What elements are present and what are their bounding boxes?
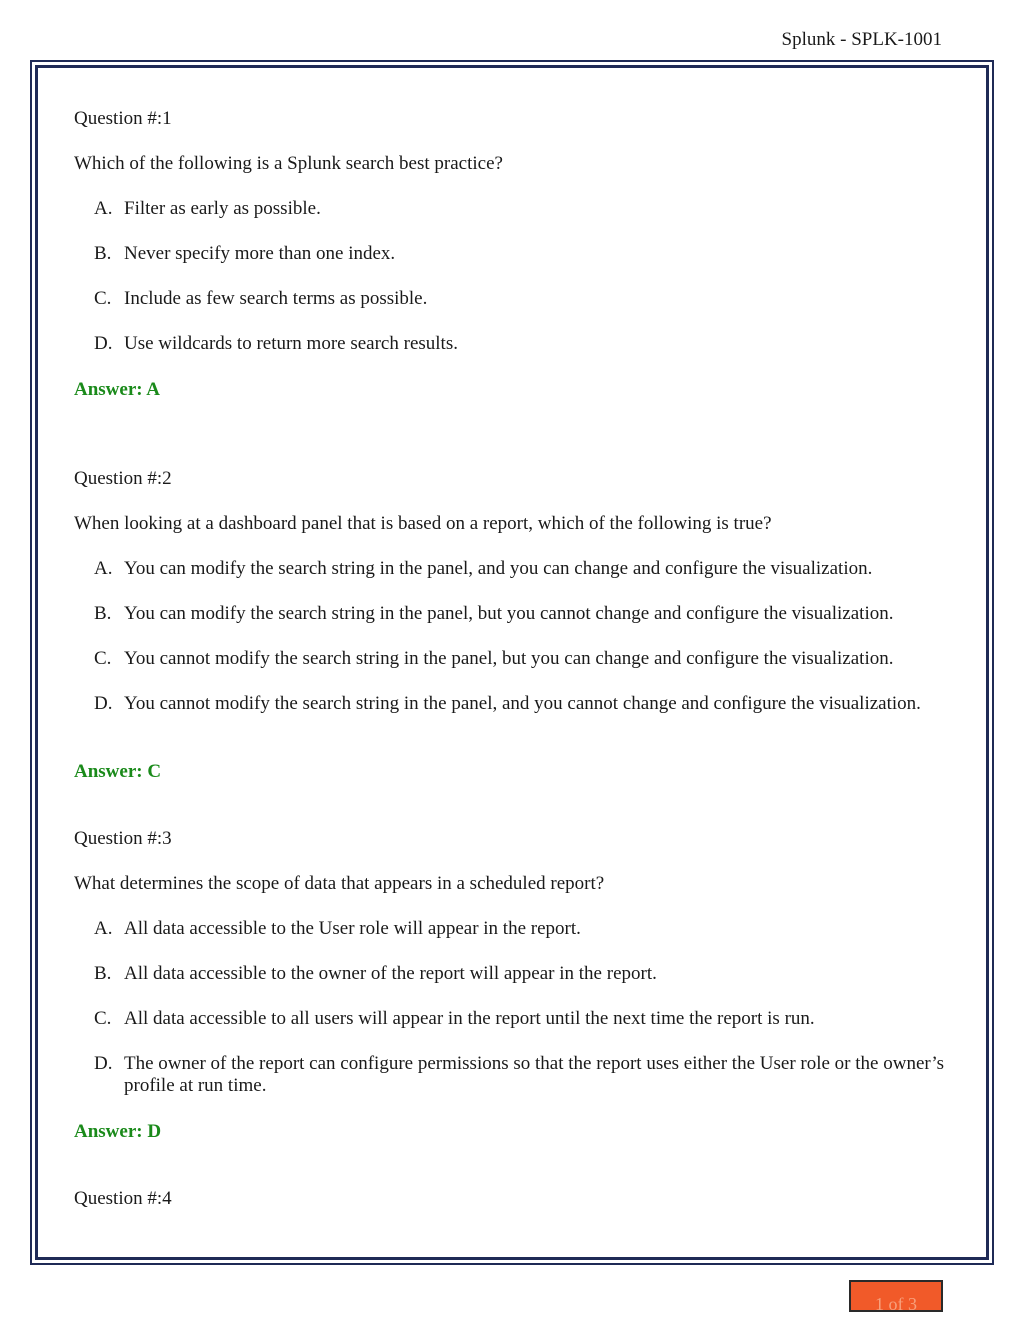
option-text: You cannot modify the search string in the panel, but you can change and configure the visualization.	[124, 648, 894, 669]
answer-option	[94, 693, 954, 715]
page-number-badge	[849, 1280, 943, 1312]
answer-option	[94, 1053, 954, 1097]
option-letter: A.	[94, 558, 113, 579]
option-letter: C.	[94, 288, 112, 309]
question-number: Question #:4	[74, 1188, 172, 1209]
option-letter: B.	[94, 243, 112, 264]
option-text: Include as few search terms as possible.	[124, 288, 428, 309]
page-frame-inner	[35, 65, 989, 1260]
option-letter: B.	[94, 603, 112, 624]
page-header-title: Splunk - SPLK-1001	[781, 29, 942, 50]
question-number: Question #:2	[74, 468, 172, 489]
question-number: Question #:3	[74, 828, 172, 849]
option-letter: D.	[94, 1053, 113, 1074]
option-letter: D.	[94, 333, 113, 354]
option-text: You cannot modify the search string in the panel, and you cannot change and configure the visualization.	[124, 693, 921, 714]
option-text: Filter as early as possible.	[124, 198, 321, 219]
option-text: All data accessible to the User role will appear in the report.	[124, 918, 581, 939]
option-letter: A.	[94, 198, 113, 219]
question-number: Question #:1	[74, 108, 172, 129]
answer-option	[94, 603, 954, 625]
answer-option	[94, 648, 954, 670]
answer-option	[94, 333, 954, 355]
option-letter: C.	[94, 1008, 112, 1029]
option-text: The owner of the report can configure permissions so that the report uses either the User role or the owner’s profile at run time.	[124, 1053, 945, 1096]
answer-key: Answer: C	[74, 761, 162, 782]
option-letter: C.	[94, 648, 112, 669]
answer-option	[94, 243, 954, 265]
question-text: When looking at a dashboard panel that is based on a report, which of the following is true?	[74, 513, 772, 534]
answer-option	[94, 288, 954, 310]
answer-option	[94, 198, 954, 220]
option-letter: A.	[94, 918, 113, 939]
option-text: Never specify more than one index.	[124, 243, 396, 264]
option-text: You can modify the search string in the panel, and you can change and configure the visualization.	[124, 558, 873, 579]
answer-option	[94, 558, 954, 580]
option-text: All data accessible to the owner of the report will appear in the report.	[124, 963, 657, 984]
answer-option	[94, 1008, 954, 1030]
option-letter: D.	[94, 693, 113, 714]
question-text: Which of the following is a Splunk search best practice?	[74, 153, 503, 174]
option-text: Use wildcards to return more search results.	[124, 333, 458, 354]
answer-key: Answer: D	[74, 1121, 162, 1142]
page-number-label: 1 of 3	[875, 1294, 917, 1312]
page-frame	[30, 60, 994, 1265]
option-text: All data accessible to all users will appear in the report until the next time the report is run.	[124, 1008, 815, 1029]
answer-option	[94, 963, 954, 985]
answer-option	[94, 918, 954, 940]
answer-key: Answer: A	[74, 379, 161, 400]
option-text: You can modify the search string in the panel, but you cannot change and configure the visualization.	[124, 603, 894, 624]
question-text: What determines the scope of data that appears in a scheduled report?	[74, 873, 605, 894]
option-letter: B.	[94, 963, 112, 984]
